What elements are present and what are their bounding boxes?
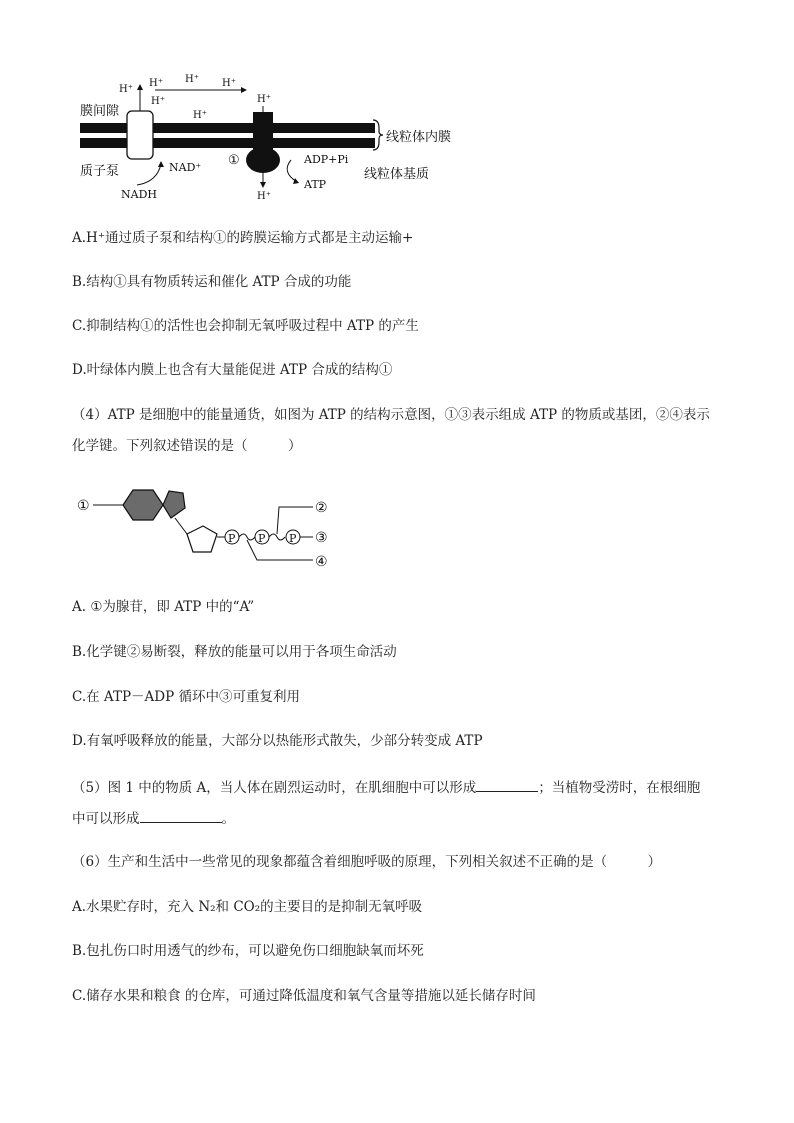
q5-blank-2[interactable] bbox=[140, 808, 222, 823]
nad-label: NAD⁺ bbox=[169, 161, 202, 174]
proton-pump-shape bbox=[127, 111, 153, 159]
inner-membrane-label: 线粒体内膜 bbox=[386, 130, 452, 145]
q4-option-b: B.化学键②易断裂，释放的能量可以用于各项生命活动 bbox=[72, 644, 397, 660]
svg-text:P: P bbox=[258, 532, 266, 545]
adp-pi-label: ADP+Pi bbox=[304, 153, 349, 166]
q5-blank-1[interactable] bbox=[476, 777, 538, 792]
atp-label: ATP bbox=[304, 178, 327, 191]
structure-1-label: ① bbox=[228, 153, 240, 168]
h-plus-label: H⁺ bbox=[257, 94, 271, 105]
q5-line1: （5）图 1 中的物质 A，当人体在剧烈运动时，在肌细胞中可以形成 ；当植物受涝时，在根细胞 bbox=[72, 777, 700, 797]
h-plus-label: H⁺ bbox=[257, 191, 271, 202]
q5-line2: 中可以形成 。 bbox=[72, 808, 235, 828]
h-plus-label: H⁺ bbox=[149, 78, 163, 89]
mitochondria-membrane-figure bbox=[75, 68, 475, 208]
label-4: ④ bbox=[315, 554, 328, 570]
atp-synthase-stalk bbox=[253, 112, 273, 150]
q4-option-a: A. ①为腺苷，即 ATP 中的“A” bbox=[72, 599, 255, 615]
q4-option-d: D.有氧呼吸释放的能量，大部分以热能形式散失，少部分转变成 ATP bbox=[72, 733, 483, 749]
h-plus-label: H⁺ bbox=[185, 74, 199, 85]
label-1: ① bbox=[77, 498, 90, 514]
h-plus-label: H⁺ bbox=[151, 96, 165, 107]
q4-stem-line1: （4）ATP 是细胞中的能量通货，如图为 ATP 的结构示意图，①③表示组成 ATP 的物质或基团，②④表示 bbox=[72, 407, 710, 423]
q6-stem: （6）生产和生活中一些常见的现象都蕴含着细胞呼吸的原理，下列相关叙述不正确的是（ ） bbox=[72, 854, 662, 870]
nadh-label: NADH bbox=[121, 188, 157, 201]
q3-option-b: B.结构①具有物质转运和催化 ATP 合成的功能 bbox=[72, 274, 352, 290]
q4-stem-line2: 化学键。下列叙述错误的是（ ） bbox=[72, 438, 302, 454]
svg-text:P: P bbox=[228, 532, 236, 545]
h-plus-label: H⁺ bbox=[193, 110, 207, 121]
ribose-pentagon bbox=[187, 526, 217, 552]
atp-structure-figure bbox=[75, 482, 345, 574]
q6-option-b: B.包扎伤口时用透气的纱布，可以避免伤口细胞缺氧而坏死 bbox=[72, 943, 424, 959]
intermembrane-space-label: 膜间隙 bbox=[80, 104, 120, 119]
adenine-hexagon bbox=[123, 490, 163, 520]
q3-option-c: C.抑制结构①的活性也会抑制无氧呼吸过程中 ATP 的产生 bbox=[72, 318, 419, 334]
membrane-bar-bottom bbox=[80, 138, 375, 148]
q3-option-a: A.H⁺通过质子泵和结构①的跨膜运输方式都是主动运输+ bbox=[72, 230, 414, 246]
q4-option-c: C.在 ATP－ADP 循环中③可重复利用 bbox=[72, 689, 300, 705]
q6-option-a: A.水果贮存时，充入 N₂和 CO₂的主要目的是抑制无氧呼吸 bbox=[72, 899, 423, 915]
label-2: ② bbox=[315, 500, 328, 516]
matrix-label: 线粒体基质 bbox=[364, 167, 430, 182]
membrane-bar-top bbox=[80, 123, 375, 133]
h-plus-label: H⁺ bbox=[119, 84, 133, 95]
label-3: ③ bbox=[315, 530, 328, 546]
q3-option-d: D.叶绿体内膜上也含有大量能促进 ATP 合成的结构① bbox=[72, 362, 393, 378]
svg-text:P: P bbox=[289, 532, 297, 545]
proton-pump-label: 质子泵 bbox=[80, 164, 120, 179]
q6-option-c: C.储存水果和粮食 的仓库，可通过降低温度和氧气含量等措施以延长储存时间 bbox=[72, 988, 536, 1004]
adenine-pentagon bbox=[163, 491, 185, 518]
h-plus-label: H⁺ bbox=[222, 78, 236, 89]
atp-synthase-head bbox=[246, 147, 280, 173]
